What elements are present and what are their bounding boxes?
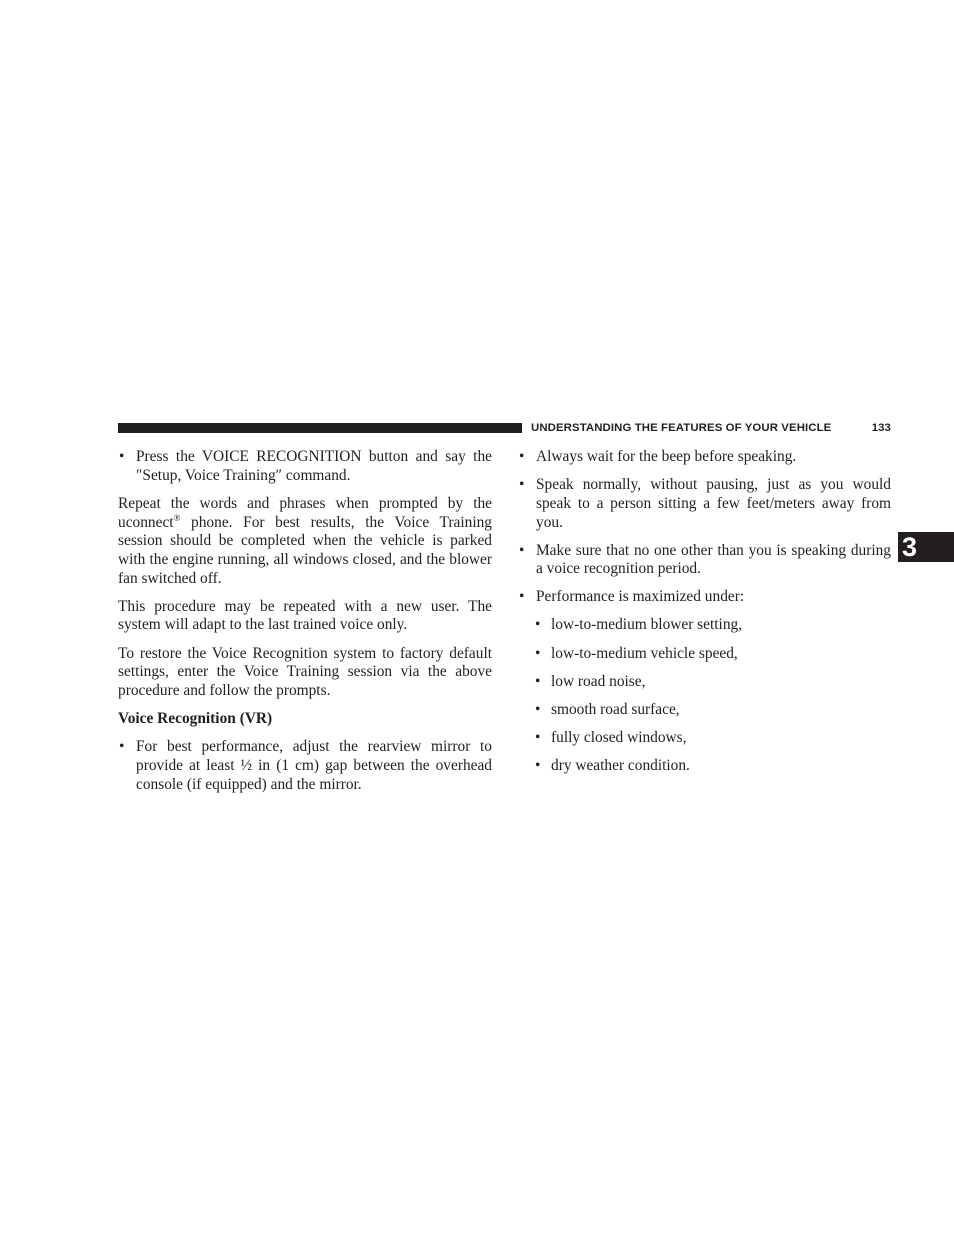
- registered-mark: ®: [173, 512, 181, 523]
- page-number: 133: [871, 422, 891, 434]
- list-item: • Make sure that no one other than you is speaking during a voice recognition period.: [518, 542, 891, 579]
- list-item: • Press the VOICE RECOGNITION button and say the ″Setup, Voice Training″ command.: [118, 448, 492, 485]
- section-heading: Voice Recognition (VR): [118, 710, 273, 727]
- list-item: • Performance is maximized under:: [518, 588, 891, 607]
- right-column: [518, 448, 891, 785]
- paragraph: Repeat the words and phrases when prompted by the uconnect® phone. For best results, the Voice Training session should be completed when the vehicle is parked with the engine running, all windows closed, and the blower fan switched off.: [118, 494, 492, 587]
- list-item: • Always wait for the beep before speaking.: [518, 448, 891, 467]
- chapter-tab: 3: [898, 532, 954, 562]
- list-item: • Speak normally, without pausing, just as you would speak to a person sitting a few feet/meters away from you.: [518, 476, 891, 532]
- sub-list-item: • low road noise,: [518, 673, 891, 692]
- running-header: [531, 420, 891, 436]
- sub-list-item: • low-to-medium blower setting,: [518, 616, 891, 635]
- header-rule: [118, 423, 522, 433]
- sub-list-item: • low-to-medium vehicle speed,: [518, 645, 891, 664]
- list-item: • For best performance, adjust the rearview mirror to provide at least ½ in (1 cm) gap between the overhead console (if equipped) and the mirror.: [118, 738, 492, 794]
- left-column: [118, 448, 492, 804]
- sub-list-item: • dry weather condition.: [518, 757, 891, 776]
- sub-list-item: • smooth road surface,: [518, 701, 891, 720]
- header-title: UNDERSTANDING THE FEATURES OF YOUR VEHICLE: [531, 422, 832, 434]
- paragraph: To restore the Voice Recognition system to factory default settings, enter the Voice Training session via the above procedure and follow the prompts.: [118, 644, 492, 699]
- sub-list-item: • fully closed windows,: [518, 729, 891, 748]
- paragraph: This procedure may be repeated with a new user. The system will adapt to the last trained voice only.: [118, 597, 492, 634]
